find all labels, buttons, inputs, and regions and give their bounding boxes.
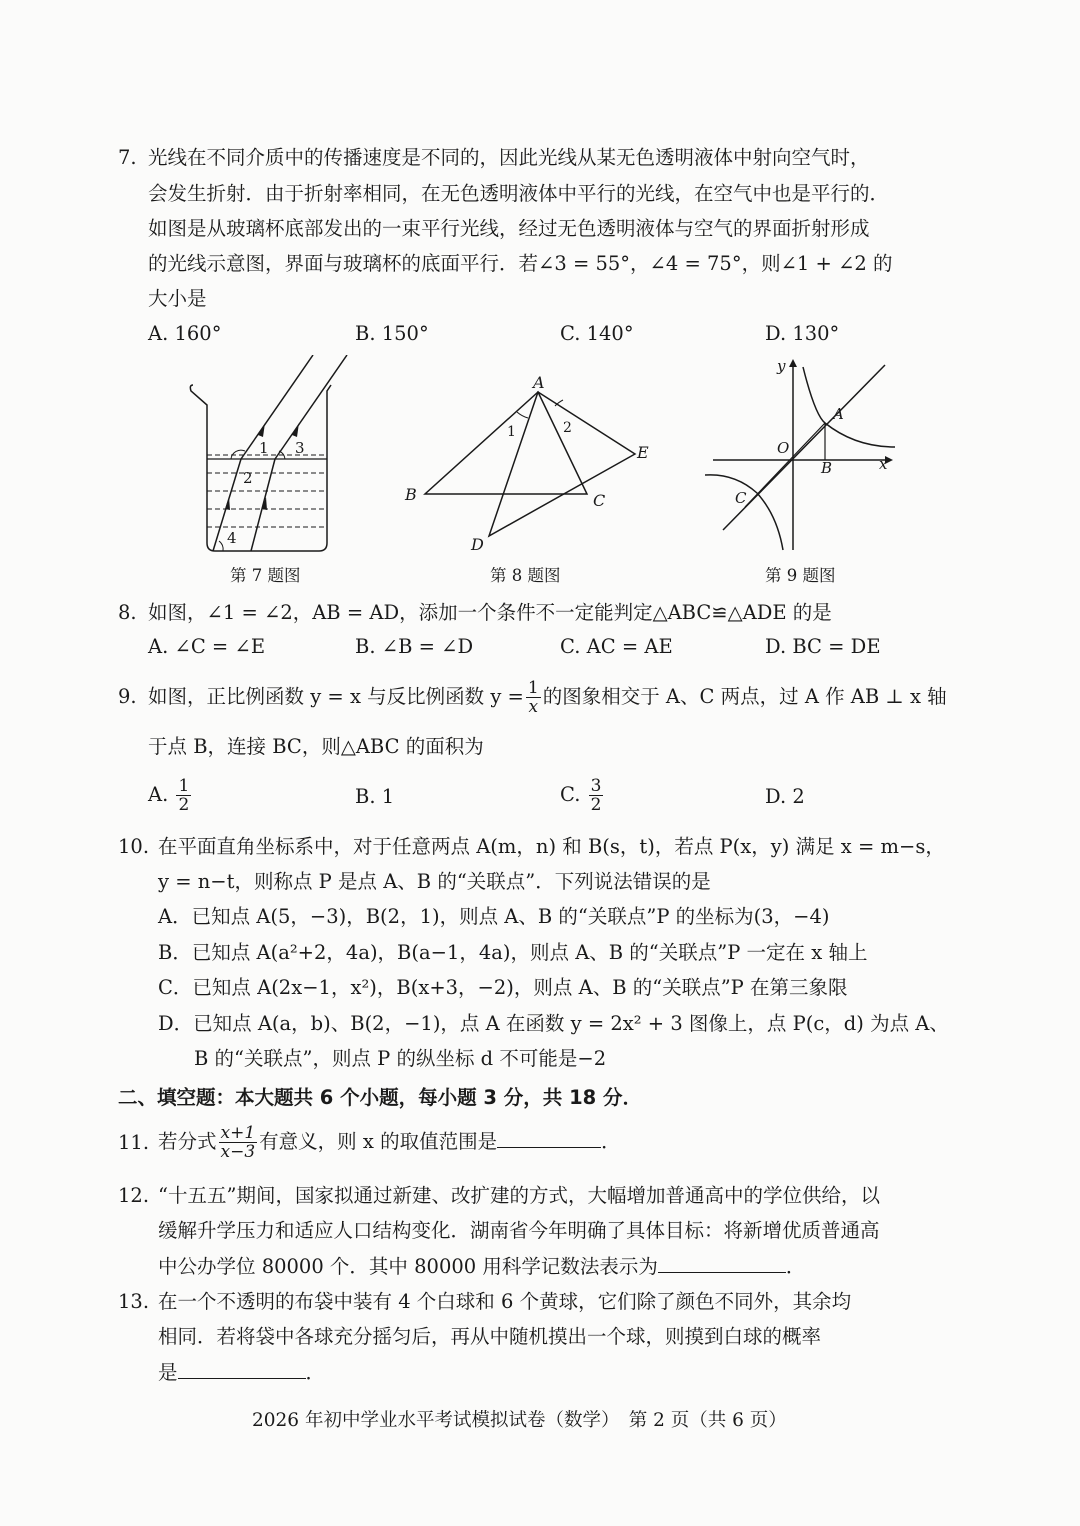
q13-number: 13. xyxy=(118,1290,150,1313)
fig7-angle-1-label: 1 xyxy=(259,439,269,457)
q9-text-a: 如图，正比例函数 y = x 与反比例函数 y = xyxy=(148,685,524,708)
q12-line-1: “十五五”期间，国家拟通过新建、改扩建的方式，大幅增加普通高中的学位供给，以 xyxy=(158,1184,880,1207)
q9-opt-a-den: 2 xyxy=(178,795,190,815)
fig7-caption: 第 7 题图 xyxy=(230,566,301,585)
fig8-angle-2-label: 2 xyxy=(563,420,572,436)
fig9-graph-diagram xyxy=(705,355,905,555)
q10-line-2: y = n−t，则称点 P 是点 A、B 的“关联点”．下列说法错误的是 xyxy=(158,870,711,893)
fig7-ray-2-upper xyxy=(275,355,347,459)
q9-opt-c-num: 3 xyxy=(590,776,602,796)
fig9-origin-label: O xyxy=(777,439,790,457)
q12-answer-blank[interactable] xyxy=(658,1252,786,1273)
q7-number: 7. xyxy=(118,146,137,169)
fig8-triangles-diagram xyxy=(395,370,665,555)
q7-option-b: B. 150° xyxy=(355,322,429,345)
q7-option-a: A. 160° xyxy=(148,322,222,345)
q7-line-5: 大小是 xyxy=(148,287,207,310)
q13-line-3-text: 是 xyxy=(158,1361,178,1384)
q10-number: 10. xyxy=(118,835,150,858)
q8-option-b: B. ∠B = ∠D xyxy=(355,635,474,658)
fig9-y-label: y xyxy=(777,357,786,375)
q8-option-d: D. BC = DE xyxy=(765,635,881,658)
fig9-point-c-label: C xyxy=(735,489,747,507)
q11-line xyxy=(158,1118,621,1166)
q7-line-1: 光线在不同介质中的传播速度是不同的，因此光线从某无色透明液体中射向空气时， xyxy=(148,146,870,169)
q11-number: 11. xyxy=(118,1131,150,1154)
q9-frac-den: x xyxy=(528,697,539,717)
fig7-angle-4-label: 4 xyxy=(227,529,237,547)
q9-opt-c-den: 2 xyxy=(590,795,602,815)
q9-fraction xyxy=(526,679,541,716)
q8-text: 如图，∠1 = ∠2，AB = AD，添加一个条件不一定能判定△ABC≌△ADE 的是 xyxy=(148,601,832,624)
fig7-angle-3-label: 3 xyxy=(295,439,305,457)
q13-answer-blank[interactable] xyxy=(178,1358,306,1379)
fig8-point-b-label: B xyxy=(405,485,417,504)
q12-end: ． xyxy=(785,1255,806,1278)
q9-opt-a-num: 1 xyxy=(178,776,190,796)
fig7-beaker-diagram xyxy=(185,355,355,555)
section-2-heading: 二、填空题：本大题共 6 个小题，每小题 3 分，共 18 分． xyxy=(118,1086,643,1109)
q7-line-3: 如图是从玻璃杯底部发出的一束平行光线，经过无色透明液体与空气的界面折射形成 xyxy=(148,217,870,240)
q7-line-2: 会发生折射．由于折射率相同，在无色透明液体中平行的光线，在空气中也是平行的． xyxy=(148,182,890,205)
q12-number: 12. xyxy=(118,1184,150,1207)
fig8-point-e-label: E xyxy=(637,443,649,462)
q11-frac-num: x+1 xyxy=(220,1123,256,1143)
q10-option-b: B．已知点 A(a²+2，4a)，B(a−1，4a)，则点 A、B 的“关联点”P 一定在 x 轴上 xyxy=(158,941,868,964)
q9-line-1 xyxy=(148,673,947,721)
q9-option-c-label: C. xyxy=(560,783,581,806)
q12-line-2: 缓解升学压力和适应人口结构变化．湖南省今年明确了具体目标：将新增优质普通高 xyxy=(158,1219,880,1242)
q9-line-2: 于点 B，连接 BC，则△ABC 的面积为 xyxy=(148,735,484,758)
fig7-angle-2-label: 2 xyxy=(243,469,253,487)
q9-number: 9. xyxy=(118,685,137,708)
fig8-triangle-ade xyxy=(489,392,635,536)
fig9-point-b-label: B xyxy=(821,459,833,477)
q13-line-3 xyxy=(158,1358,325,1386)
q12-line-3-text: 中公办学位 80000 个．其中 80000 用科学记数法表示为 xyxy=(158,1255,658,1278)
q10-line-1: 在平面直角坐标系中，对于任意两点 A(m，n) 和 B(s，t)，若点 P(x，y) 满足 x = m−s， xyxy=(158,835,945,858)
fig9-point-a-label: A xyxy=(833,405,844,423)
q7-option-d: D. 130° xyxy=(765,322,840,345)
q9-option-a-fraction xyxy=(176,777,191,814)
q10-option-d-line-2: B 的“关联点”，则点 P 的纵坐标 d 不可能是−2 xyxy=(194,1047,607,1070)
q11-end: ． xyxy=(601,1130,621,1153)
q7-option-c: C. 140° xyxy=(560,322,634,345)
q9-option-b: B. 1 xyxy=(355,785,395,808)
q13-end: ． xyxy=(305,1361,326,1384)
q7-line-4: 的光线示意图，界面与玻璃杯的底面平行．若∠3 = 55°，∠4 = 75°，则∠1 + ∠2 的 xyxy=(148,252,893,275)
fig8-point-a-label: A xyxy=(533,373,545,392)
q11-fraction xyxy=(219,1124,258,1161)
q9-option-d: D. 2 xyxy=(765,785,805,808)
page-footer: 2026 年初中学业水平考试模拟试卷（数学） 第 2 页（共 6 页） xyxy=(252,1410,787,1431)
q11-text-a: 若分式 xyxy=(158,1130,217,1153)
q9-option-c xyxy=(560,772,605,818)
fig9-x-label: x xyxy=(879,455,888,473)
fig8-point-c-label: C xyxy=(593,491,606,510)
fig8-caption: 第 8 题图 xyxy=(490,566,561,585)
q10-option-a: A．已知点 A(5，−3)，B(2，1)，则点 A、B 的“关联点”P 的坐标为(3，−4) xyxy=(158,905,830,928)
q9-option-c-fraction xyxy=(589,777,604,814)
q11-answer-blank[interactable] xyxy=(497,1127,601,1148)
fig9-caption: 第 9 题图 xyxy=(765,566,836,585)
q8-option-a: A. ∠C = ∠E xyxy=(148,635,266,658)
fig8-angle-1-label: 1 xyxy=(507,424,516,440)
q11-frac-den: x−3 xyxy=(220,1142,256,1162)
q8-number: 8. xyxy=(118,601,137,624)
q12-line-3 xyxy=(158,1252,805,1280)
q8-option-c: C. AC = AE xyxy=(560,635,673,658)
fig8-point-d-label: D xyxy=(471,535,484,554)
q13-line-2: 相同．若将袋中各球充分摇匀后，再从中随机摸出一个球，则摸到白球的概率 xyxy=(158,1325,822,1348)
fig9-hyperbola-q3 xyxy=(705,475,783,550)
q9-option-a xyxy=(148,772,193,818)
q10-option-c: C．已知点 A(2x−1，x²)，B(x+3，−2)，则点 A、B 的“关联点”P 在第三象限 xyxy=(158,976,848,999)
q13-line-1: 在一个不透明的布袋中装有 4 个白球和 6 个黄球，它们除了颜色不同外，其余均 xyxy=(158,1290,852,1313)
q9-frac-num: 1 xyxy=(527,678,539,698)
q11-text-b: 有意义，则 x 的取值范围是 xyxy=(259,1130,498,1153)
q9-text-b: 的图象相交于 A、C 两点，过 A 作 AB ⊥ x 轴 xyxy=(542,685,947,708)
q9-option-a-label: A. xyxy=(148,783,169,806)
q10-option-d-line-1: D．已知点 A(a，b)、B(2，−1)，点 A 在函数 y = 2x² + 3 图像上，点 P(c，d) 为点 A、 xyxy=(158,1012,949,1035)
